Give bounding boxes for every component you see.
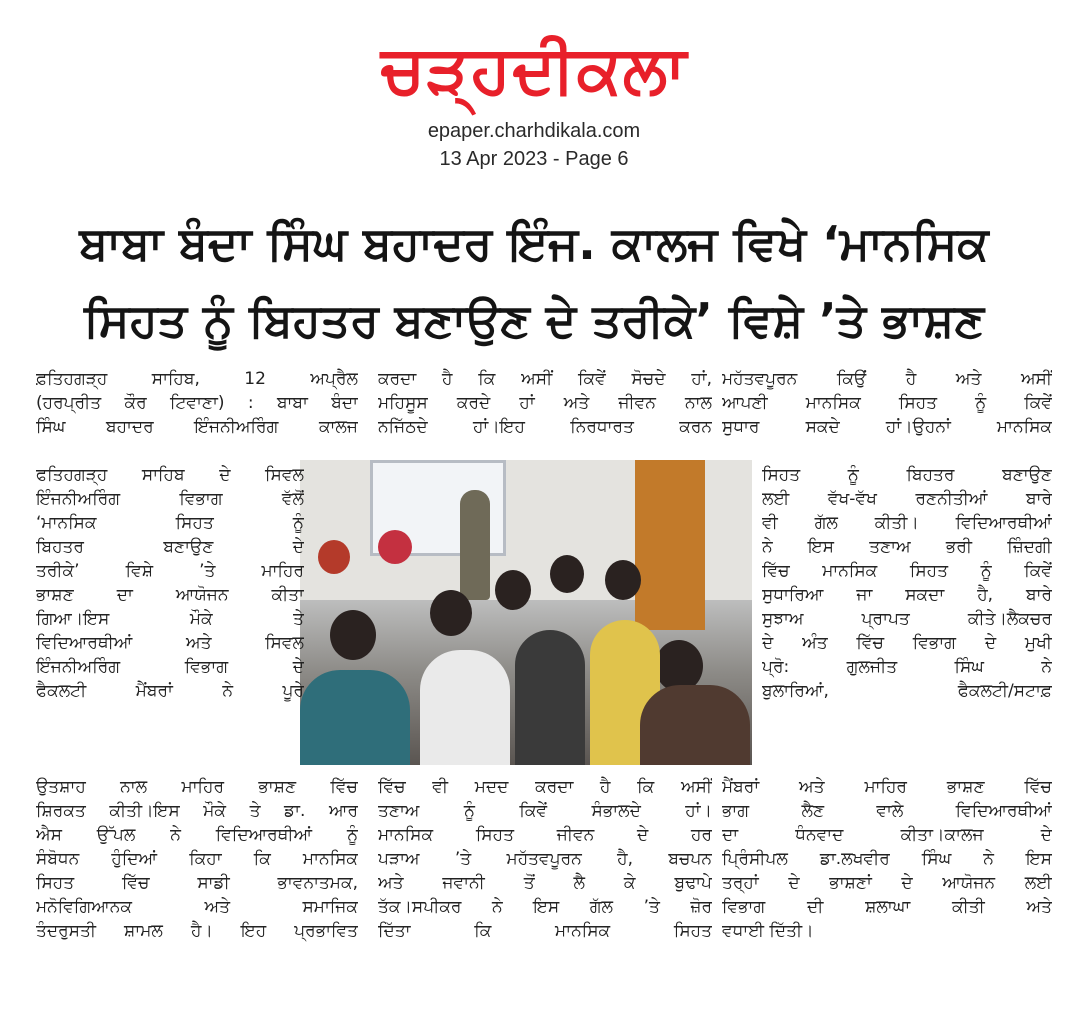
article-text-line: ਤੱਕ।ਸਪੀਕਰ ਨੇ ਇਸ ਗੱਲ ’ਤੇ ਜ਼ੋਰ [378,897,712,917]
article-text-line: ਤਰ੍ਹਾਂ ਦੇ ਭਾਸ਼ਣਾਂ ਦੇ ਆਯੋਜਨ ਲਈ [722,873,1052,893]
article-text-line: ਐਸ ਉੱਪਲ ਨੇ ਵਿਦਿਆਰਥੀਆਂ ਨੂੰ [36,825,358,845]
article-text-line: ਉਤਸ਼ਾਹ ਨਾਲ ਮਾਹਿਰ ਭਾਸ਼ਣ ਵਿੱਚ [36,777,358,797]
article-text-line: ਪੜਾਅ ’ਤੇ ਮਹੱਤਵਪੂਰਨ ਹੈ, ਬਚਪਨ [378,849,712,869]
article-text-line: ਦੇ ਅੰਤ ਵਿੱਚ ਵਿਭਾਗ ਦੇ ਮੁਖੀ [762,633,1052,653]
article-text-line: ਵਿੱਚ ਵੀ ਮਦਦ ਕਰਦਾ ਹੈ ਕਿ ਅਸੀਂ [378,777,712,797]
article-text-line: ਫ਼ਤਿਹਗੜ੍ਹ ਸਾਹਿਬ, 12 ਅਪ੍ਰੈਲ [36,369,358,389]
article-text-line: ਵਧਾਈ ਦਿੱਤੀ। [722,921,814,941]
article-text-line: ਸੁਧਾਰਿਆ ਜਾ ਸਕਦਾ ਹੈ, ਬਾਰੇ [762,585,1052,605]
article-text-line: ਪ੍ਰਿੰਸੀਪਲ ਡਾ.ਲਖਵੀਰ ਸਿੰਘ ਨੇ ਇਸ [722,849,1052,869]
article-text-line: ਵਿੱਚ ਮਾਨਸਿਕ ਸਿਹਤ ਨੂੰ ਕਿਵੇਂ [762,561,1052,581]
headline-line-2: ਸਿਹਤ ਨੂੰ ਬਿਹਤਰ ਬਣਾਉਣ ਦੇ ਤਰੀਕੇ’ ਵਿਸ਼ੇ ’ਤੇ ਭਾਸ਼ਣ [83,293,985,347]
article-text-line: ਫੈਕਲਟੀ ਮੈਂਬਰਾਂ ਨੇ ਪੂਰੇ [36,681,304,701]
article-text-line: ਸੰਬੋਧਨ ਹੁੰਦਿਆਂ ਕਿਹਾ ਕਿ ਮਾਨਸਿਕ [36,849,358,869]
article-text-line: ਵਿਭਾਗ ਦੀ ਸ਼ਲਾਘਾ ਕੀਤੀ ਅਤੇ [722,897,1052,917]
article-text-line: (ਹਰਪ੍ਰੀਤ ਕੌਰ ਟਿਵਾਣਾ) : ਬਾਬਾ ਬੰਦਾ [36,393,358,413]
article-text-line: ਮਹੱਤਵਪੂਰਨ ਕਿਉਂ ਹੈ ਅਤੇ ਅਸੀਂ [722,369,1052,389]
article-text-line: ਤਰੀਕੇ’ ਵਿਸ਼ੇ ’ਤੇ ਮਾਹਿਰ [36,561,304,581]
article-text-line: ਵਿਦਿਆਰਥੀਆਂ ਅਤੇ ਸਿਵਲ [36,633,304,653]
article-text-line: ਆਪਣੀ ਮਾਨਸਿਕ ਸਿਹਤ ਨੂੰ ਕਿਵੇਂ [722,393,1052,413]
epaper-url: epaper.charhdikala.com [427,120,641,142]
article-text-line: ਸ਼ਿਰਕਤ ਕੀਤੀ।ਇਸ ਮੌਕੇ ਤੇ ਡਾ. ਆਰ [36,801,358,821]
article-text-line: ਸੁਧਾਰ ਸਕਦੇ ਹਾਂ।ਉਹਨਾਂ ਮਾਨਸਿਕ [722,417,1052,437]
article-text-line: ਇੰਜਨੀਅਰਿੰਗ ਵਿਭਾਗ ਦੇ [36,657,304,677]
article-text-line: ਤੰਦਰੁਸਤੀ ਸ਼ਾਮਲ ਹੈ। ਇਹ ਪ੍ਰਭਾਵਿਤ [36,921,358,941]
article-text-line: ਮੈਂਬਰਾਂ ਅਤੇ ਮਾਹਿਰ ਭਾਸ਼ਣ ਵਿੱਚ [722,777,1052,797]
edition-date: 13 Apr 2023 - Page 6 [439,148,629,170]
seminar-photo [300,460,752,765]
article-text-line: ਗਿਆ।ਇਸ ਮੌਕੇ ਤੇ [36,609,304,629]
article-text-line: ਮਹਿਸੂਸ ਕਰਦੇ ਹਾਂ ਅਤੇ ਜੀਵਨ ਨਾਲ [378,393,712,413]
article-text-line: ਵੀ ਗੱਲ ਕੀਤੀ। ਵਿਦਿਆਰਥੀਆਂ [762,513,1052,533]
article-text-line: ਦਾ ਧੰਨਵਾਦ ਕੀਤਾ।ਕਾਲਜ ਦੇ [722,825,1052,845]
article-text-line: ਬਿਹਤਰ ਬਣਾਉਣ ਦੇ [36,537,304,557]
article-text-line: ਫਤਿਹਗੜ੍ਹ ਸਾਹਿਬ ਦੇ ਸਿਵਲ [36,465,304,485]
article-text-line: ਅਤੇ ਜਵਾਨੀ ਤੋਂ ਲੈ ਕੇ ਬੁਢਾਪੇ [378,873,712,893]
article-text-line: ਦਿੱਤਾ ਕਿ ਮਾਨਸਿਕ ਸਿਹਤ [378,921,712,941]
article-text-line: ਮਨੋਵਿਗਿਆਨਕ ਅਤੇ ਸਮਾਜਿਕ [36,897,358,917]
article-text-line: ਭਾਗ ਲੈਣ ਵਾਲੇ ਵਿਦਿਆਰਥੀਆਂ [722,801,1052,821]
article-text-line: ਲਈ ਵੱਖ-ਵੱਖ ਰਣਨੀਤੀਆਂ ਬਾਰੇ [762,489,1052,509]
article-text-line: ਨਜਿੱਠਦੇ ਹਾਂ।ਇਹ ਨਿਰਧਾਰਤ ਕਰਨ [378,417,712,437]
article-text-line: ਇੰਜਨੀਅਰਿੰਗ ਵਿਭਾਗ ਵੱਲੋਂ [36,489,304,509]
article-text-line: ਕਰਦਾ ਹੈ ਕਿ ਅਸੀਂ ਕਿਵੇਂ ਸੋਚਦੇ ਹਾਂ, [378,369,712,389]
article-text-line: ਬੁਲਾਰਿਆਂ, ਫੈਕਲਟੀ/ਸਟਾਫ਼ [762,681,1052,701]
article-text-line: ਮਾਨਸਿਕ ਸਿਹਤ ਜੀਵਨ ਦੇ ਹਰ [378,825,712,845]
article-text-line: ਭਾਸ਼ਣ ਦਾ ਆਯੋਜਨ ਕੀਤਾ [36,585,304,605]
article-text-line: ਸੁਝਾਅ ਪ੍ਰਾਪਤ ਕੀਤੇ।ਲੈਕਚਰ [762,609,1052,629]
article-text-line: ਪ੍ਰੋ: ਗੁਲਜੀਤ ਸਿੰਘ ਨੇ [762,657,1052,677]
article-text-line: ਨੇ ਇਸ ਤਣਾਅ ਭਰੀ ਜ਼ਿੰਦਗੀ [762,537,1052,557]
article-text-line: ਸਿਹਤ ਵਿੱਚ ਸਾਡੀ ਭਾਵਨਾਤਮਕ, [36,873,358,893]
article-text-line: ਸਿਹਤ ਨੂੰ ਬਿਹਤਰ ਬਣਾਉਣ [762,465,1052,485]
newspaper-masthead: ਚੜ੍ਹਦੀਕਲਾ [380,31,688,108]
article-text-line: ਸਿੰਘ ਬਹਾਦਰ ਇੰਜਨੀਅਰਿੰਗ ਕਾਲਜ [36,417,358,437]
article-text-line: ਤਣਾਅ ਨੂੰ ਕਿਵੇਂ ਸੰਭਾਲਦੇ ਹਾਂ। [378,801,712,821]
article-text-line: ‘ਮਾਨਸਿਕ ਸਿਹਤ ਨੂੰ [36,513,304,533]
headline-line-1: ਬਾਬਾ ਬੰਦਾ ਸਿੰਘ ਬਹਾਦਰ ਇੰਜ. ਕਾਲਜ ਵਿਖੇ ‘ਮਾਨਸਿਕ [79,216,989,270]
